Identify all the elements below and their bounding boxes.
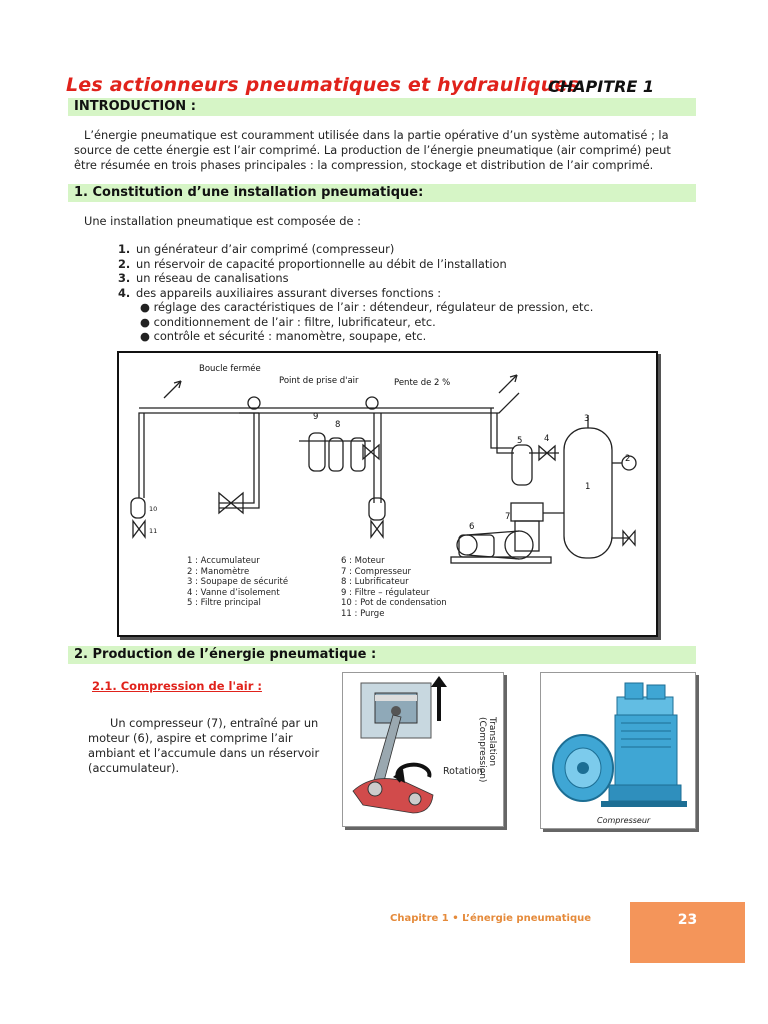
list-item: 2. un réservoir de capacité proportionnelle au débit de l’installation	[118, 256, 507, 271]
legend-item: 9 : Filtre – régulateur	[341, 587, 430, 598]
list-item: 3. un réseau de canalisations	[118, 271, 289, 285]
translation-label-wrap	[467, 679, 497, 783]
bullet-icon: ●	[140, 300, 154, 314]
intro-line: être résumée en trois phases principales : la compression, stockage et distribution de l’air comprimé.	[74, 158, 654, 172]
compression-line: moteur (6), aspire et comprime l’air	[88, 731, 293, 745]
installation-diagram	[117, 351, 658, 637]
section1-lead: Une installation pneumatique est composée de :	[84, 214, 361, 228]
legend-item: 2 : Manomètre	[187, 566, 250, 577]
legend-right	[341, 556, 447, 619]
bullet-item: ● conditionnement de l’air : filtre, lubrificateur, etc.	[140, 314, 436, 329]
translation-label: Translation	[487, 717, 497, 767]
introduction-heading: INTRODUCTION :	[74, 99, 196, 114]
compression-paragraph	[88, 716, 333, 776]
page-number: 23	[677, 912, 698, 928]
compressor-figure	[540, 672, 696, 829]
part-number: 11	[149, 527, 158, 535]
section-band-constitution	[68, 184, 696, 202]
legend-item: 3 : Soupape de sécurité	[187, 577, 289, 587]
legend-item: 5 : Filtre principal	[187, 598, 261, 608]
part-number: 3	[584, 414, 590, 424]
introduction-paragraph	[74, 128, 698, 173]
compression-line: Un compresseur (7), entraîné par un	[110, 716, 319, 730]
legend-item: 8 : Lubrificateur	[341, 577, 409, 587]
bullet-item: ● contrôle et sécurité : manomètre, soupape, etc.	[140, 329, 427, 343]
legend-item: 7 : Compresseur	[341, 566, 411, 577]
part-number: 7	[505, 512, 511, 522]
legend-left	[187, 556, 288, 609]
bullet-icon: ●	[140, 329, 154, 343]
compression-label: (Compression)	[477, 717, 487, 783]
loop-label: Boucle fermée	[199, 364, 261, 374]
part-number: 10	[149, 505, 158, 513]
rotation-label: Rotation	[443, 766, 483, 777]
component-list	[118, 242, 593, 344]
document-title: Les actionneurs pneumatiques et hydrauliques	[66, 74, 580, 96]
bullet-icon: ●	[140, 314, 154, 329]
part-number: 9	[313, 412, 319, 422]
section-band-introduction	[68, 98, 696, 116]
part-number: 8	[335, 420, 341, 430]
footer-chapter: Chapitre 1 • L’énergie pneumatique	[390, 913, 592, 924]
legend-item: 1 : Accumulateur	[187, 556, 260, 566]
piston-figure	[342, 672, 504, 827]
list-item: 4. des appareils auxiliaires assurant diverses fonctions :	[118, 285, 442, 300]
part-number: 6	[469, 522, 475, 532]
slope-label: Pente de 2 %	[394, 378, 451, 388]
chapter-label: CHAPITRE 1	[548, 77, 655, 96]
part-number: 1	[585, 482, 591, 492]
part-number: 4	[544, 434, 550, 444]
legend-item: 4 : Vanne d’isolement	[187, 587, 280, 598]
subsection-heading: 2.1. Compression de l'air :	[92, 679, 262, 693]
section2-heading: 2. Production de l’énergie pneumatique :	[74, 647, 377, 662]
section-band-production	[68, 646, 696, 664]
tap-label: Point de prise d'air	[279, 376, 359, 386]
section1-heading: 1. Constitution d’une installation pneumatique:	[74, 185, 424, 200]
bullet-item: ● réglage des caractéristiques de l’air : détendeur, régulateur de pression, etc.	[140, 300, 594, 314]
compression-line: ambiant et l’accumule dans un réservoir	[88, 746, 320, 760]
compression-line: (accumulateur).	[88, 761, 180, 775]
legend-item: 10 : Pot de condensation	[341, 598, 447, 608]
compressor-illustration	[541, 673, 695, 828]
compressor-caption: Compresseur	[597, 816, 651, 825]
list-item: 1. un générateur d’air comprimé (compresseur)	[118, 242, 395, 256]
legend-item: 11 : Purge	[341, 608, 385, 619]
intro-line: source de cette énergie est l’air comprimé. La production de l’énergie pneumatique (air comprimé) peut	[74, 143, 671, 157]
part-number: 2	[625, 454, 631, 464]
intro-line: L’énergie pneumatique est couramment utilisée dans la partie opérative d’un système automatisé ; la	[84, 128, 669, 142]
part-number: 5	[517, 436, 523, 446]
page-number-box	[630, 902, 745, 963]
legend-item: 6 : Moteur	[341, 556, 385, 566]
